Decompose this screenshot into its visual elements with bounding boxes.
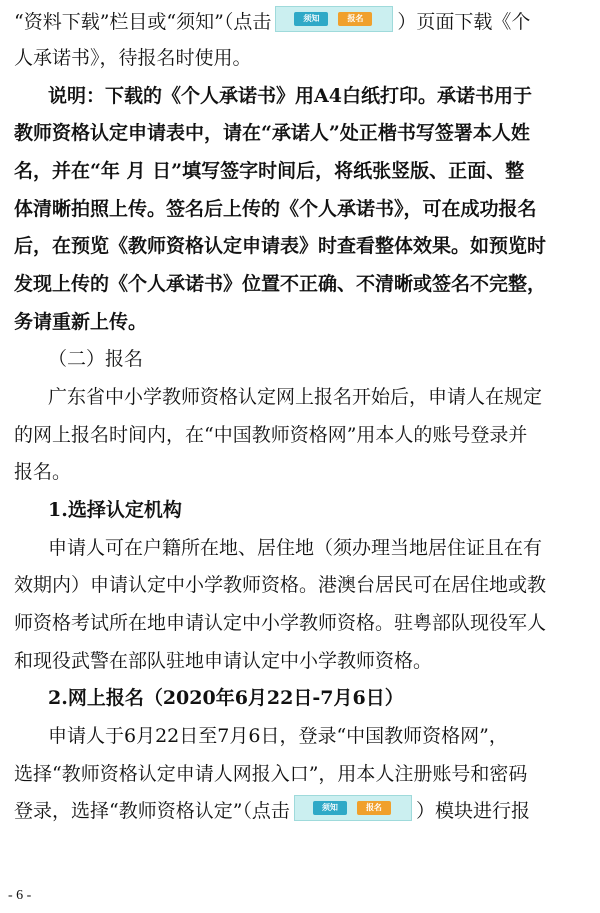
apply-button-image: 报名 (357, 801, 391, 815)
text-line: 名，并在“年 月 日”填写签字时间后，将纸张竖版、正面、整 (14, 160, 525, 182)
apply-button-image: 报名 (338, 12, 372, 26)
subsection-heading: 2.网上报名（2020年6月22日-7月6日） (48, 687, 404, 709)
text-line: 申请人可在户籍所在地、居住地（须办理当地居住证且在有 (48, 537, 543, 559)
text-line: 的网上报名时间内，在“中国教师资格网”用本人的账号登录并 (14, 424, 528, 446)
section-heading: （二）报名 (48, 348, 144, 370)
text-line: 说明：下载的《个人承诺书》用A4白纸打印。承诺书用于 (48, 85, 532, 107)
subsection-heading: 1.选择认定机构 (48, 499, 182, 521)
text-line: 务请重新上传。 (14, 311, 148, 333)
button-bar-image (275, 6, 393, 32)
notice-button-image: 须知 (313, 801, 347, 815)
text-line: 和现役武警在部队驻地申请认定中小学教师资格。 (14, 650, 433, 672)
button-bar-image (294, 795, 412, 821)
text-line: 后，在预览《教师资格认定申请表》时查看整体效果。如预览时 (14, 235, 547, 257)
notice-button-image: 须知 (294, 12, 328, 26)
text-line: 申请人于6月22日至7月6日，登录“中国教师资格网”， (48, 725, 508, 747)
text-line: 广东省中小学教师资格认定网上报名开始后，申请人在规定 (48, 386, 543, 408)
text-line: 体清晰拍照上传。签名后上传的《个人承诺书》，可在成功报名 (14, 198, 537, 220)
text-line: 师资格考试所在地申请认定中小学教师资格。驻粤部队现役军人 (14, 612, 547, 634)
page-number: - 6 - (8, 888, 32, 903)
text-line: 发现上传的《个人承诺书》位置不正确、不清晰或签名不完整， (14, 273, 547, 295)
text-line: 教师资格认定申请表中，请在“承诺人”处正楷书写签署本人姓 (14, 122, 530, 144)
text-line: 人承诺书》，待报名时使用。 (14, 47, 252, 69)
text-line: 选择“教师资格认定申请人网报入口”，用本人注册账号和密码 (14, 763, 528, 785)
text-line: “资料下载”栏目或“须知”（点击 须知 报名 ）页面下载《个 (0, 2, 600, 42)
text-line: 登录，选择“教师资格认定”（点击 须知 报名 ）模块进行报 (0, 791, 600, 831)
text-line: 报名。 (14, 461, 72, 483)
text-line: 效期内）申请认定中小学教师资格。港澳台居民可在居住地或教 (14, 574, 547, 596)
